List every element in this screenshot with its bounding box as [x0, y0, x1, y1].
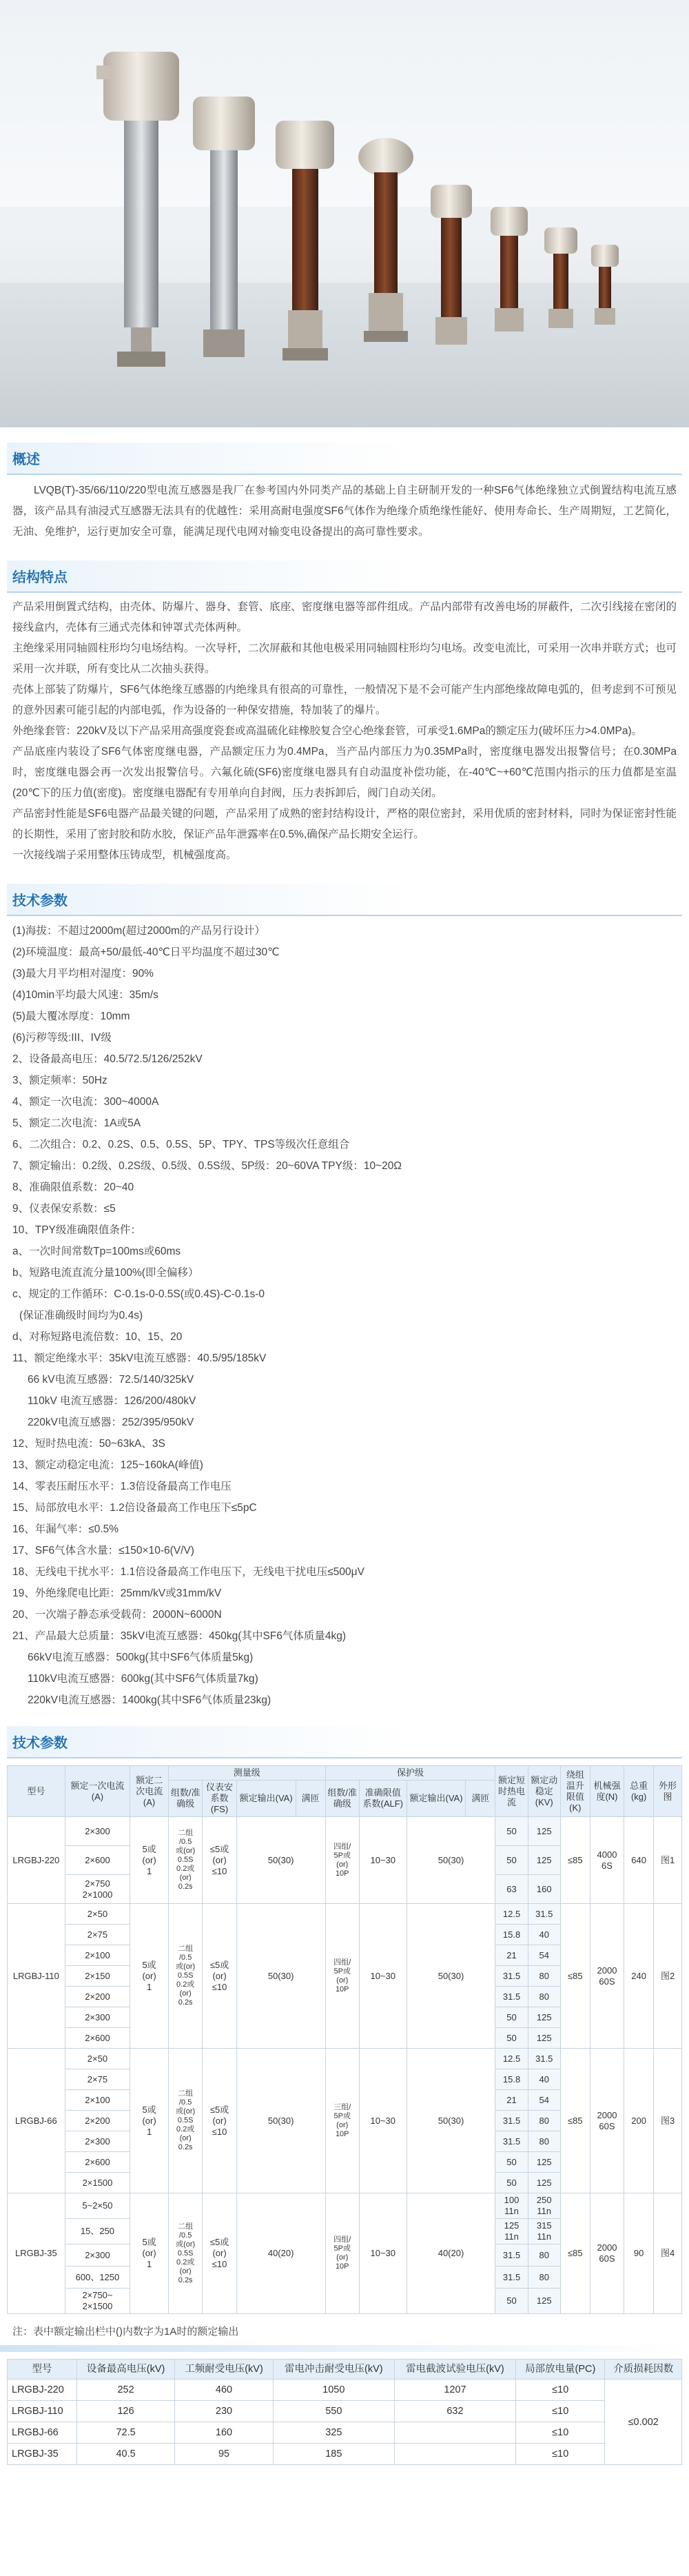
- thermal-current-cell: 31.5: [495, 2244, 528, 2266]
- model-cell: LRGBJ-35: [8, 2193, 65, 2314]
- structure-para: 主绝缘采用同轴圆柱形均匀电场结构。一次导杆，二次屏蔽和其他电极采用同轴圆柱形均匀电场。改变电流比，可采用一次串并联方式；也可采用一次并联，所有变比从二次抽头获得。: [12, 642, 677, 675]
- tech-param-line: a、一次时间常数Tp=100ms或60ms: [12, 1246, 181, 1257]
- col-full-m: 满匝: [296, 1781, 325, 1817]
- ins-col-header: 雷电截波试验电压(kV): [394, 2360, 515, 2380]
- transformer-illustration: [0, 0, 689, 427]
- tech-param-line: 21、产品最大总质量：35kV电流互感器：450kg(其中SF6气体质量4kg): [12, 1630, 347, 1642]
- primary-current-cell: 2×750~ 2×1500: [65, 2289, 130, 2314]
- ins-cell: LRGBJ-66: [8, 2422, 77, 2444]
- tech-param-line: (1)海拔：不超过2000m(超过2000m的产品另行设计）: [12, 925, 265, 937]
- col-alf: 准确限值系数(ALF): [359, 1781, 407, 1817]
- protect-groups-cell: 三组/ 5P或 (or) 10P: [325, 2049, 359, 2193]
- tech-param-line: d、对称短路电流倍数：10、15、20: [12, 1331, 183, 1343]
- tech-param-line: 17、SF6气体含水量：≤150×10-6(V/V): [12, 1545, 194, 1556]
- primary-current-cell: 2×200: [65, 1987, 130, 2007]
- primary-current-cell: 2×300: [65, 2131, 130, 2152]
- temp-rise-cell: ≤85: [560, 1904, 590, 2049]
- insulation-table: [7, 2359, 682, 2465]
- tech-param-line: 6、二次组合：0.2、0.2S、0.5、0.5S、5P、TPY、TPS等级次任意组合: [12, 1139, 350, 1150]
- tech-param-line: 11、额定绝缘水平：35kV电流互感器：40.5/95/185kV: [12, 1352, 267, 1364]
- primary-current-cell: 2×300: [65, 2244, 130, 2266]
- table-row: [8, 2049, 682, 2069]
- col-groups-p: 组数/准确级: [325, 1781, 359, 1817]
- dynamic-current-cell: 80: [528, 2244, 560, 2266]
- tech-param-line: (6)污秽等级:III、IV级: [12, 1032, 112, 1044]
- spec-note: 注：表中额定输出栏中()内数字为1A时的额定输出: [12, 2326, 239, 2337]
- alf-cell: 10~30: [359, 2193, 407, 2314]
- secondary-current-cell: 5或 (or) 1: [130, 2193, 169, 2314]
- thermal-current-cell: 12.5: [495, 2049, 528, 2069]
- dynamic-current-cell: 80: [528, 1987, 560, 2007]
- outline-cell: 图3: [654, 2049, 682, 2193]
- transformer-unit-4: [358, 138, 413, 342]
- ins-cell: [394, 2444, 515, 2465]
- ins-cell: 632: [394, 2401, 515, 2422]
- thermal-current-cell: 12.5: [495, 1904, 528, 1925]
- dynamic-current-cell: 54: [528, 1945, 560, 1966]
- primary-current-cell: 2×200: [65, 2111, 130, 2131]
- product-photo: [0, 0, 689, 427]
- dynamic-current-cell: 125: [528, 2152, 560, 2173]
- table-row: [8, 1904, 682, 1925]
- transformer-unit-3: [276, 121, 334, 361]
- ins-col-header: 局部放电量(PC): [516, 2360, 605, 2380]
- table-row: [8, 2422, 682, 2444]
- secondary-current-cell: 5或 (or) 1: [130, 1904, 169, 2049]
- spec-heading: 技术参数: [7, 1726, 682, 1758]
- transformer-unit-5: [431, 185, 472, 345]
- col-weight: 总重(kg): [624, 1766, 654, 1817]
- primary-current-cell: 600、1250: [65, 2266, 130, 2289]
- temp-rise-cell: ≤85: [560, 2049, 590, 2193]
- mech-strength-cell: 2000 60S: [590, 2049, 624, 2193]
- col-primary: 额定一次电流(A): [65, 1766, 130, 1817]
- ins-col-header: 雷电冲击耐受电压(kV): [273, 2360, 394, 2380]
- tech-param-line: 9、仪表保安系数：≤5: [12, 1203, 116, 1215]
- model-cell: LRGBJ-110: [8, 1904, 65, 2049]
- primary-current-cell: 2×300: [65, 1817, 130, 1846]
- protect-groups-cell: 四组/ 5P或 (or) 10P: [325, 2193, 359, 2314]
- tech-param-line: 2、设备最高电压：40.5/72.5/126/252kV: [12, 1053, 203, 1065]
- ins-cell: 160: [175, 2422, 273, 2444]
- tech-param-line: 220kV电流互感器：252/395/950kV: [28, 1417, 194, 1428]
- measure-groups-cell: 二组 /0.5 或(or) 0.5S 0.2或 (or) 0.2s: [168, 1817, 202, 1904]
- tech-param-line: 3、额定频率：50Hz: [12, 1075, 107, 1086]
- divider-band: [0, 2345, 689, 2352]
- col-full-p: 满匝: [466, 1781, 495, 1817]
- overview-text: LVQB(T)-35/66/110/220型电流互感器是我厂在参考国内外同类产品的基础上自主研制开发的一种SF6气体绝缘独立式倒置结构电流互感器，该产品具有油浸式互感器无法具有的优越性：采用高耐电强度SF6气体作为绝缘介质绝缘性能好、使用寿命长、生产周期短，工艺简化，无油、免维护，运行更加安全可靠，能满足现代电网对输变电设备提出的高可靠性要求。: [12, 485, 677, 538]
- dynamic-current-cell: 250 11n: [528, 2193, 560, 2219]
- col-output-p: 额定输出(VA): [407, 1781, 466, 1817]
- ins-cell: LRGBJ-35: [8, 2444, 77, 2465]
- tech-param-line: (4)10min平均最大风速：35m/s: [12, 989, 158, 1001]
- tech-param-line: (5)最大覆冰厚度：10mm: [12, 1011, 130, 1022]
- thermal-current-cell: 15.8: [495, 2069, 528, 2090]
- tech-param-line: 13、额定动稳定电流：125~160kA(峰值): [12, 1459, 203, 1471]
- tech-param-line: 220kV电流互感器：1400kg(其中SF6气体质量23kg): [28, 1694, 271, 1706]
- ins-cell: ≤10: [516, 2422, 605, 2444]
- dynamic-current-cell: 40: [528, 2069, 560, 2090]
- tech-param-line: 14、零表压耐压水平：1.3倍设备最高工作电压: [12, 1481, 232, 1492]
- protect-output-cell: 40(20): [407, 2193, 495, 2314]
- model-cell: LRGBJ-220: [8, 1817, 65, 1904]
- dynamic-current-cell: 80: [528, 2266, 560, 2289]
- tech-param-line: (保证准确级时间均为0.4s): [19, 1310, 143, 1321]
- weight-cell: 200: [624, 2049, 654, 2193]
- tech-param-line: 12、短时热电流：50~63kA、3S: [12, 1438, 165, 1450]
- measure-groups-cell: 二组 /0.5 或(or) 0.5S 0.2或 (or) 0.2s: [168, 1904, 202, 2049]
- tech-param-line: 15、局部放电水平：1.2倍设备最高工作电压下≤5pC: [12, 1502, 257, 1514]
- mech-strength-cell: 4000 6S: [590, 1817, 624, 1904]
- ins-cell: 185: [273, 2444, 394, 2465]
- weight-cell: 90: [624, 2193, 654, 2314]
- primary-current-cell: 2×150: [65, 1966, 130, 1987]
- primary-current-cell: 2×1500: [65, 2173, 130, 2193]
- table-row: [8, 2380, 682, 2401]
- protect-output-cell: 50(30): [407, 1817, 495, 1904]
- protect-groups-cell: 四组/ 5P或 (or) 10P: [325, 1817, 359, 1904]
- fs-cell: ≤5或 (or) ≤10: [203, 1904, 236, 2049]
- ins-cell: 550: [273, 2401, 394, 2422]
- alf-cell: 10~30: [359, 1817, 407, 1904]
- col-dynamic: 额定动稳定(KV): [528, 1766, 560, 1817]
- secondary-current-cell: 5或 (or) 1: [130, 2049, 169, 2193]
- mech-strength-cell: 2000 60S: [590, 1904, 624, 2049]
- ins-col-header: 型号: [8, 2360, 77, 2380]
- dynamic-current-cell: 315 11n: [528, 2219, 560, 2244]
- structure-para: 产品密封性能是SF6电器产品最关键的问题，产品采用了成熟的密封结构设计，严格的限位密封，采用优质的密封材料，同时为保证密封性能的长期性，采用了密封胶和防水胶，保证产品年泄露率在0.5%,确保产品长期安全运行。: [12, 808, 677, 840]
- temp-rise-cell: ≤85: [560, 2193, 590, 2314]
- ins-cell: 325: [273, 2422, 394, 2444]
- ins-col-header: 设备最高电压(kV): [76, 2360, 174, 2380]
- ins-cell: 95: [175, 2444, 273, 2465]
- fs-cell: ≤5或 (or) ≤10: [203, 2193, 236, 2314]
- primary-current-cell: 2×600: [65, 1846, 130, 1875]
- tech-param-line: 18、无线电干扰水平：1.1倍设备最高工作电压下，无线电干扰电压≤500μV: [12, 1566, 364, 1578]
- outline-cell: 图2: [654, 1904, 682, 2049]
- dynamic-current-cell: 125: [528, 1846, 560, 1875]
- tech-param-line: 110kV 电流互感器：126/200/480kV: [28, 1395, 196, 1407]
- measure-groups-cell: 二组 /0.5 或(or) 0.5S 0.2或 (or) 0.2s: [168, 2049, 202, 2193]
- primary-current-cell: 2×750 2×1000: [65, 1875, 130, 1904]
- primary-current-cell: 2×300: [65, 2007, 130, 2028]
- tech-param-line: (2)环境温度：最高+50/最低-40℃日平均温度不超过30℃: [12, 946, 280, 958]
- col-measure: 测量级: [168, 1766, 325, 1781]
- tech-param-line: 5、额定二次电流：1A或5A: [12, 1117, 141, 1129]
- protect-output-cell: 50(30): [407, 1904, 495, 2049]
- ins-cell: ≤10: [516, 2444, 605, 2465]
- ins-cell: LRGBJ-220: [8, 2380, 77, 2401]
- ins-cell: 252: [76, 2380, 174, 2401]
- dynamic-current-cell: 31.5: [528, 2049, 560, 2069]
- thermal-current-cell: 125 11n: [495, 2219, 528, 2244]
- structure-para: 壳体上部装了防爆片，SF6气体绝缘互感器的内绝缘具有很高的可靠性，一般情况下是不会可能产生内部绝缘故障电弧的，但考虑到不可预见的意外因素可能引起的内部电弧，作为设备的一种保安措施，特加装了的爆片。: [12, 684, 677, 716]
- tech-param-line: b、短路电流直流分量100%(即全偏移）: [12, 1267, 199, 1279]
- dynamic-current-cell: 125: [528, 2173, 560, 2193]
- thermal-current-cell: 31.5: [495, 1987, 528, 2007]
- thermal-current-cell: 50: [495, 2007, 528, 2028]
- structure-heading: 结构特点: [7, 560, 682, 593]
- col-groups: 组数/准确级: [168, 1781, 202, 1817]
- dynamic-current-cell: 125: [528, 2289, 560, 2314]
- dynamic-current-cell: 125: [528, 2007, 560, 2028]
- ins-col-header: 介质损耗因数: [605, 2360, 682, 2380]
- col-protect: 保护级: [325, 1766, 495, 1781]
- fs-cell: ≤5或 (or) ≤10: [203, 1817, 236, 1904]
- tech-param-line: 7、额定输出：0.2级、0.2S级、0.5级、0.5S级、5P级：20~60VA TPY级：10~20Ω: [12, 1160, 402, 1172]
- table-row: [8, 2193, 682, 2219]
- outline-cell: 图1: [654, 1817, 682, 1904]
- dynamic-current-cell: 80: [528, 2111, 560, 2131]
- protect-groups-cell: 四组/ 5P或 (or) 10P: [325, 1904, 359, 2049]
- weight-cell: 640: [624, 1817, 654, 1904]
- tech-param-line: c、规定的工作循环：C-0.1s-0-0.5S(或0.4S)-C-0.1s-0: [12, 1288, 265, 1300]
- primary-current-cell: 2×50: [65, 2049, 130, 2069]
- mech-strength-cell: 2000 60S: [590, 2193, 624, 2314]
- thermal-current-cell: 31.5: [495, 2111, 528, 2131]
- col-output-m: 额定输出(VA): [236, 1781, 296, 1817]
- tech-param-line: 19、外绝缘爬电比距：25mm/kV或31mm/kV: [12, 1588, 222, 1599]
- ins-cell: 230: [175, 2401, 273, 2422]
- alf-cell: 10~30: [359, 2049, 407, 2193]
- primary-current-cell: 2×100: [65, 1945, 130, 1966]
- primary-current-cell: 2×600: [65, 2152, 130, 2173]
- dielectric-loss-cell: ≤0.002: [605, 2380, 682, 2465]
- dynamic-current-cell: 80: [528, 2131, 560, 2152]
- structure-para: 产品采用倒置式结构，由壳体、防爆片、器身、套管、底座、密度继电器等部件组成。产品内部带有改善电场的屏蔽件，二次引线接在密闭的接线盒内，壳体有三通式壳体和钟罩式壳体两种。: [12, 601, 677, 633]
- ins-cell: 1207: [394, 2380, 515, 2401]
- dynamic-current-cell: 40: [528, 1925, 560, 1945]
- tech-param-line: 66 kV电流互感器：72.5/140/325kV: [28, 1374, 194, 1386]
- primary-current-cell: 2×600: [65, 2028, 130, 2049]
- alf-cell: 10~30: [359, 1904, 407, 2049]
- tech-params-list: [7, 916, 682, 1711]
- thermal-current-cell: 50: [495, 2289, 528, 2314]
- thermal-current-cell: 63: [495, 1875, 528, 1904]
- structure-para: 产品底座内装设了SF6气体密度继电器，产品额定压力为0.4MPa，当产品内部压力为0.35MPa时，密度继电器发出报警信号；在0.30MPa时，密度继电器会再一次发出报警信号。六氟化硫(SF6)密度继电器具有自动温度补偿功能，在-40℃~+60℃范围内指示的压力值都是室温(20℃下的压力值(密度)。密度继电器配有专用单向自封阀，压力表拆卸后，阀门自动关闭。: [12, 746, 677, 799]
- tech-param-line: 8、准确限值系数：20~40: [12, 1181, 134, 1193]
- ins-cell: LRGBJ-110: [8, 2401, 77, 2422]
- table-row: [8, 2444, 682, 2465]
- spec-table: [7, 1765, 682, 2314]
- tech-param-line: 66kV电流互感器：500kg(其中SF6气体质量5kg): [28, 1652, 254, 1663]
- dynamic-current-cell: 80: [528, 1966, 560, 1987]
- col-mech: 机械强度(N): [590, 1766, 624, 1817]
- structure-para: 外绝缘套管：220kV及以下产品采用高强度瓷套或高温硫化硅橡胶复合空心绝缘套管，可承受1.6MPa的额定压力(破坏压力>4.0MPa)。: [12, 725, 643, 737]
- fs-cell: ≤5或 (or) ≤10: [203, 2049, 236, 2193]
- dynamic-current-cell: 125: [528, 2028, 560, 2049]
- thermal-current-cell: 100 11n: [495, 2193, 528, 2219]
- ins-cell: 460: [175, 2380, 273, 2401]
- col-model: 型号: [8, 1766, 65, 1817]
- weight-cell: 240: [624, 1904, 654, 2049]
- thermal-current-cell: 21: [495, 2090, 528, 2111]
- secondary-current-cell: 5或 (or) 1: [130, 1817, 169, 1904]
- transformer-unit-8: [591, 245, 619, 325]
- primary-current-cell: 15、250: [65, 2219, 130, 2244]
- dynamic-current-cell: 31.5: [528, 1904, 560, 1925]
- thermal-current-cell: 31.5: [495, 1966, 528, 1987]
- structure-para: 一次接线端子采用整体压铸成型，机械强度高。: [12, 849, 237, 861]
- thermal-current-cell: 50: [495, 2173, 528, 2193]
- ins-cell: ≤10: [516, 2401, 605, 2422]
- ins-col-header: 工频耐受电压(kV): [175, 2360, 273, 2380]
- measure-output-cell: 50(30): [236, 1904, 325, 2049]
- primary-current-cell: 2×50: [65, 1904, 130, 1925]
- primary-current-cell: 2×100: [65, 2090, 130, 2111]
- tech-param-line: 110kV电流互感器：600kg(其中SF6气体质量7kg): [28, 1673, 258, 1685]
- dynamic-current-cell: 54: [528, 2090, 560, 2111]
- col-fs: 仪表安系数(FS): [203, 1781, 236, 1817]
- primary-current-cell: 2×75: [65, 1925, 130, 1945]
- tech-param-line: 20、一次端子静态承受载荷：2000N~6000N: [12, 1609, 222, 1621]
- temp-rise-cell: ≤85: [560, 1817, 590, 1904]
- tech-param-line: 16、年漏气率：≤0.5%: [12, 1523, 119, 1535]
- ins-cell: 72.5: [76, 2422, 174, 2444]
- thermal-current-cell: 50: [495, 2152, 528, 2173]
- ins-cell: ≤10: [516, 2380, 605, 2401]
- protect-output-cell: 50(30): [407, 2049, 495, 2193]
- model-cell: LRGBJ-66: [8, 2049, 65, 2193]
- thermal-current-cell: 50: [495, 2028, 528, 2049]
- transformer-unit-2: [193, 97, 255, 357]
- table-row: [8, 1817, 682, 1846]
- thermal-current-cell: 21: [495, 1945, 528, 1966]
- col-temp: 绕组温升限值(K): [560, 1766, 590, 1817]
- tech-param-line: 4、额定一次电流：300~4000A: [12, 1096, 159, 1108]
- thermal-current-cell: 15.8: [495, 1925, 528, 1945]
- thermal-current-cell: 31.5: [495, 2266, 528, 2289]
- dynamic-current-cell: 125: [528, 1817, 560, 1846]
- col-secondary: 额定二次电流(A): [130, 1766, 169, 1817]
- thermal-current-cell: 50: [495, 1817, 528, 1846]
- transformer-unit-7: [544, 227, 577, 328]
- measure-groups-cell: 二组 /0.5 或(or) 0.5S 0.2或 (or) 0.2s: [168, 2193, 202, 2314]
- transformer-unit-6: [491, 207, 528, 332]
- ins-cell: 40.5: [76, 2444, 174, 2465]
- ins-cell: 126: [76, 2401, 174, 2422]
- ins-cell: 1050: [273, 2380, 394, 2401]
- tech-heading: 技术参数: [7, 884, 682, 916]
- ins-cell: [394, 2422, 515, 2444]
- measure-output-cell: 50(30): [236, 1817, 325, 1904]
- thermal-current-cell: 50: [495, 1846, 528, 1875]
- tech-param-line: (3)最大月平均相对湿度：90%: [12, 968, 154, 980]
- col-outline: 外形图: [654, 1766, 682, 1817]
- dynamic-current-cell: 160: [528, 1875, 560, 1904]
- outline-cell: 图4: [654, 2193, 682, 2314]
- col-thermal: 额定短时热电流: [495, 1766, 528, 1817]
- transformer-unit-1: [96, 52, 179, 367]
- tech-param-line: 10、TPY级准确限值条件：: [12, 1224, 141, 1236]
- primary-current-cell: 2×75: [65, 2069, 130, 2090]
- thermal-current-cell: 31.5: [495, 2131, 528, 2152]
- measure-output-cell: 40(20): [236, 2193, 325, 2314]
- table-row: [8, 2401, 682, 2422]
- measure-output-cell: 50(30): [236, 2049, 325, 2193]
- primary-current-cell: 5~2×50: [65, 2193, 130, 2219]
- overview-heading: 概述: [7, 443, 682, 475]
